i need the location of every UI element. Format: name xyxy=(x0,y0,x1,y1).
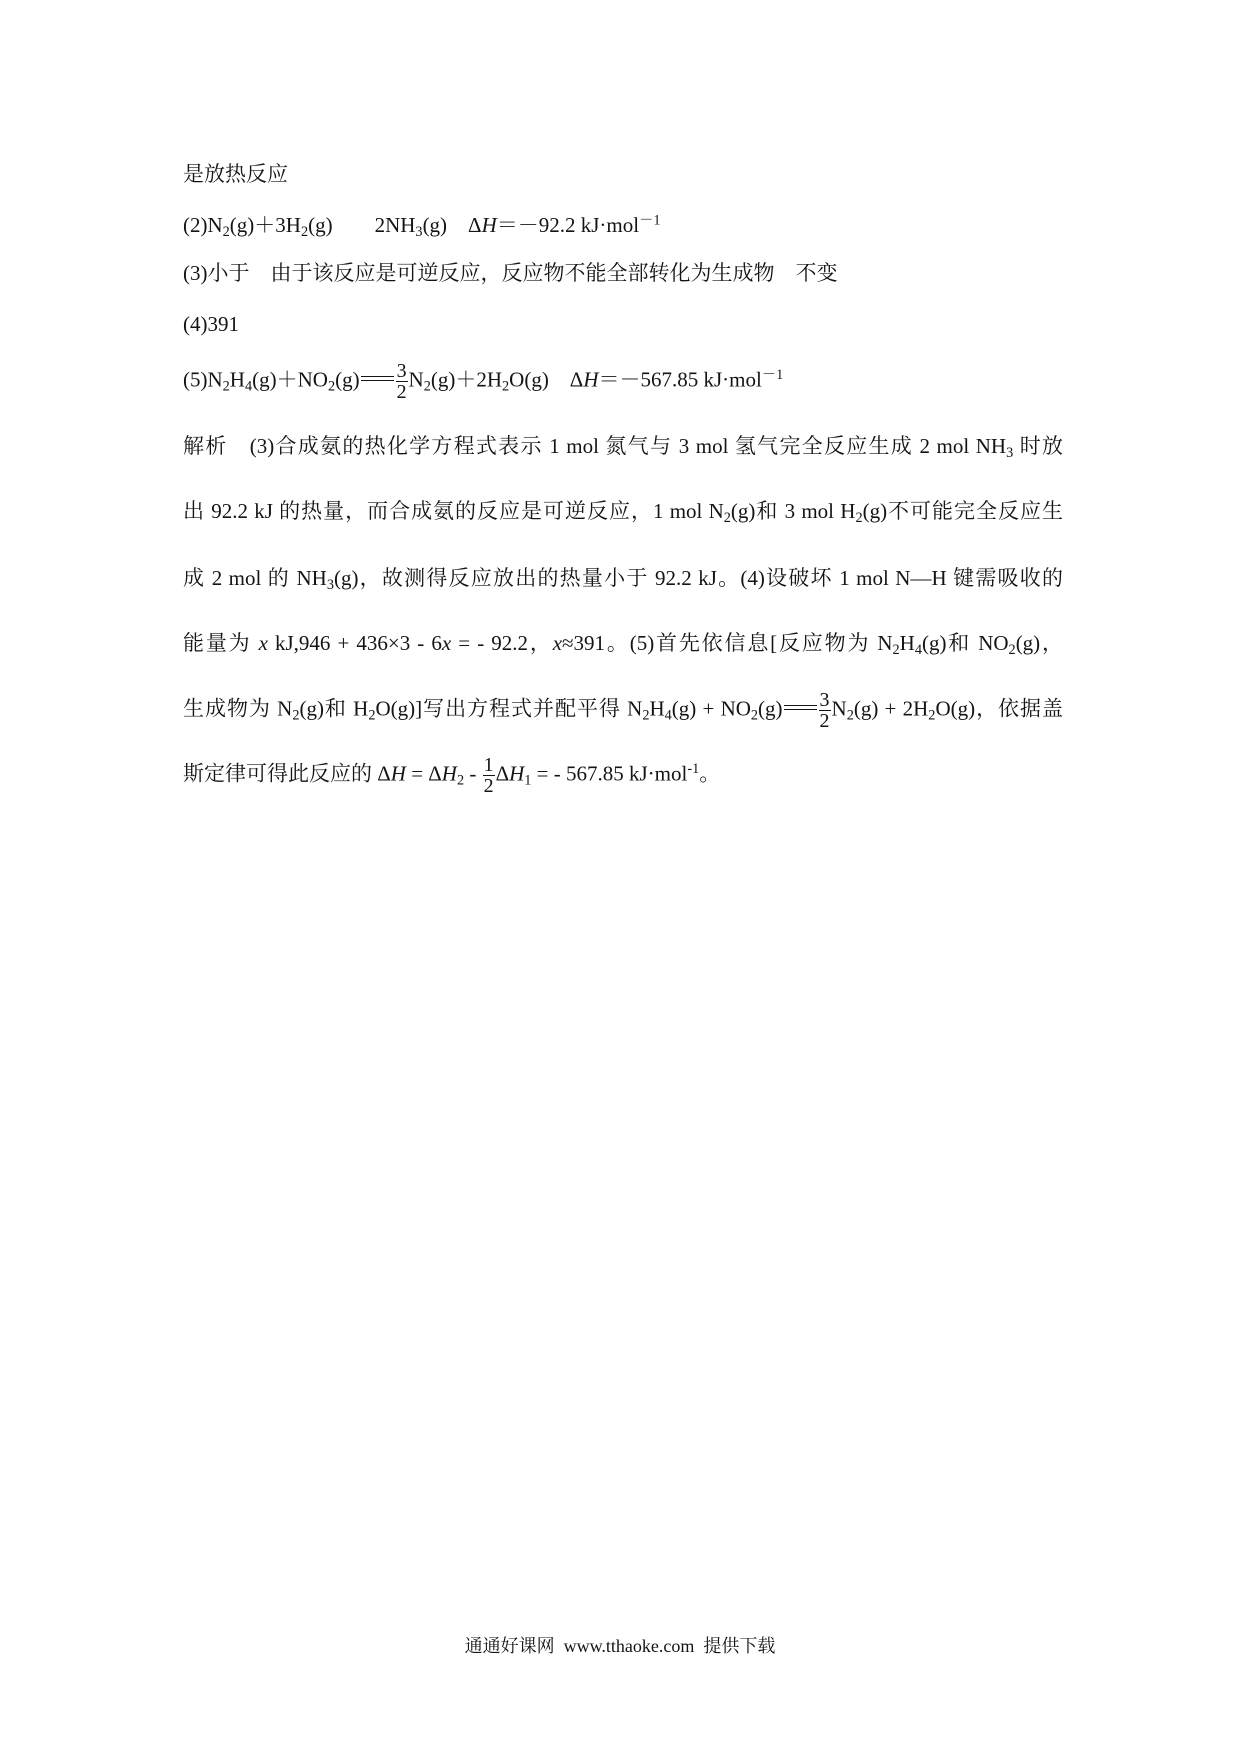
text-run: (5)N xyxy=(183,367,223,392)
answer-line-3 xyxy=(183,258,837,288)
answer-line-2 xyxy=(183,210,660,240)
text-run: (3)小于 由于该反应是可逆反应，反应物不能全部转化为生成物 不变 xyxy=(183,261,838,285)
fraction xyxy=(483,755,495,797)
text-run: 解析 (3)合成氨的热化学方程式表示 1 mol 氮气与 3 mol 氢气完全反应生成 2 mol NH xyxy=(183,434,1007,458)
subscript: 2 xyxy=(928,707,936,724)
text-run: (g)＋3H xyxy=(229,213,301,237)
text-run: (g) + 2H xyxy=(853,696,929,721)
text-run: = - 567.85 kJ·mol xyxy=(531,761,688,786)
text-run: N xyxy=(408,367,424,392)
text-run: (g) Δ xyxy=(422,213,482,237)
text-run: H xyxy=(229,367,245,392)
analysis-line-2 xyxy=(183,496,1063,526)
italic-variable: H xyxy=(481,213,497,237)
subscript: 2 xyxy=(423,378,431,395)
text-run: 出 92.2 kJ 的热量，而合成氨的反应是可逆反应，1 mol N xyxy=(183,499,724,523)
italic-variable: x xyxy=(258,631,268,655)
subscript: 4 xyxy=(244,378,253,395)
superscript: -1 xyxy=(687,761,700,778)
analysis-line-6 xyxy=(183,755,720,797)
text-run: 能量为 xyxy=(183,631,259,655)
analysis-line-4 xyxy=(183,628,1063,658)
text-run: H xyxy=(899,631,915,655)
double-line-equals-icon xyxy=(361,376,394,381)
subscript: 2 xyxy=(292,707,300,724)
fraction-numerator: 1 xyxy=(483,754,494,776)
fraction xyxy=(819,690,831,732)
text-run: (g)＋2H xyxy=(430,367,503,392)
subscript: 4 xyxy=(664,707,672,724)
text-run: - xyxy=(464,761,482,786)
text-run: (4)391 xyxy=(183,312,239,336)
fraction-denominator: 2 xyxy=(396,381,407,404)
fraction-denominator: 2 xyxy=(819,710,830,733)
subscript: 2 xyxy=(892,641,900,658)
subscript: 2 xyxy=(1008,641,1016,658)
text-run: 成 2 mol 的 NH xyxy=(183,566,327,590)
italic-variable: x xyxy=(441,631,452,655)
text-run: (g) + NO xyxy=(671,696,751,721)
text-run: 生成物为 N xyxy=(183,696,293,721)
italic-variable: H xyxy=(390,761,406,786)
double-line-equals-icon xyxy=(784,705,817,710)
analysis-line-5 xyxy=(183,690,1063,732)
fraction-numerator: 3 xyxy=(396,360,407,382)
subscript: 2 xyxy=(642,707,650,724)
text-run: kJ,946 + 436×3 - 6 xyxy=(267,631,442,655)
italic-variable: x xyxy=(552,631,563,655)
text-run: ≈391。(5)首先依信息[反应物为 N xyxy=(562,631,893,655)
text-run: (g)和 H xyxy=(299,696,369,721)
text-run: (g)和 NO xyxy=(921,631,1009,655)
subscript: 2 xyxy=(300,223,309,240)
subscript: 3 xyxy=(326,576,334,593)
text-run: Δ xyxy=(495,761,510,786)
subscript: 2 xyxy=(456,772,465,789)
subscript: 1 xyxy=(524,772,532,789)
fraction-denominator: 2 xyxy=(483,775,494,798)
text-run: N xyxy=(831,696,847,721)
answer-line-5 xyxy=(183,361,783,403)
text-run: 。 xyxy=(699,761,721,786)
answer-line-4 xyxy=(183,309,239,339)
subscript: 2 xyxy=(846,707,854,724)
italic-variable: H xyxy=(441,761,457,786)
superscript: －1 xyxy=(639,212,661,229)
text-run: (g) xyxy=(758,696,783,721)
text-run: H xyxy=(649,696,665,721)
text-run: O(g)]写出方程式并配平得 N xyxy=(375,696,643,721)
text-run: = - 92.2， xyxy=(451,631,553,655)
text-run: O(g)，依据盖 xyxy=(935,696,1064,721)
analysis-line-3 xyxy=(183,563,1063,593)
subscript: 2 xyxy=(723,509,731,526)
italic-variable: H xyxy=(583,367,599,392)
text-run: (g) xyxy=(335,367,360,392)
subscript: 3 xyxy=(1006,444,1014,461)
answer-line-1 xyxy=(183,159,288,189)
subscript: 2 xyxy=(222,223,230,240)
text-run: ＝－92.2 kJ·mol xyxy=(496,213,640,237)
text-run: ＝－567.85 kJ·mol xyxy=(598,367,762,392)
text-run: 斯定律可得此反应的 Δ xyxy=(183,761,391,786)
superscript: －1 xyxy=(761,367,784,384)
text-run: 是放热反应 xyxy=(183,162,288,186)
analysis-line-1 xyxy=(183,431,1063,461)
text-run: (g)，故测得反应放出的热量小于 92.2 kJ。(4)设破坏 1 mol N—H 键需吸收的 xyxy=(333,566,1063,590)
fraction xyxy=(396,361,408,403)
text-run: (g)和 3 mol H xyxy=(730,499,856,523)
subscript: 2 xyxy=(855,509,863,526)
italic-variable: H xyxy=(509,761,525,786)
fraction-numerator: 3 xyxy=(819,689,830,711)
text-run: (g)不可能完全反应生 xyxy=(862,499,1063,523)
text-run: (g) 2NH xyxy=(308,213,416,237)
subscript: 2 xyxy=(502,378,510,395)
text-run: O(g) Δ xyxy=(509,367,584,392)
subscript: 3 xyxy=(415,223,423,240)
text-run: (g)＋NO xyxy=(252,367,328,392)
text-run: (2)N xyxy=(183,213,223,237)
subscript: 2 xyxy=(222,378,230,395)
text-run: 时放 xyxy=(1013,434,1063,458)
subscript: 2 xyxy=(750,707,759,724)
text-run: = Δ xyxy=(405,761,442,786)
subscript: 2 xyxy=(327,378,336,395)
footer-credit: 通通好课网 www.tthaoke.com 提供下载 xyxy=(464,1636,776,1656)
subscript: 4 xyxy=(914,641,922,658)
subscript: 2 xyxy=(368,707,376,724)
text-run: (g)， xyxy=(1015,631,1064,655)
